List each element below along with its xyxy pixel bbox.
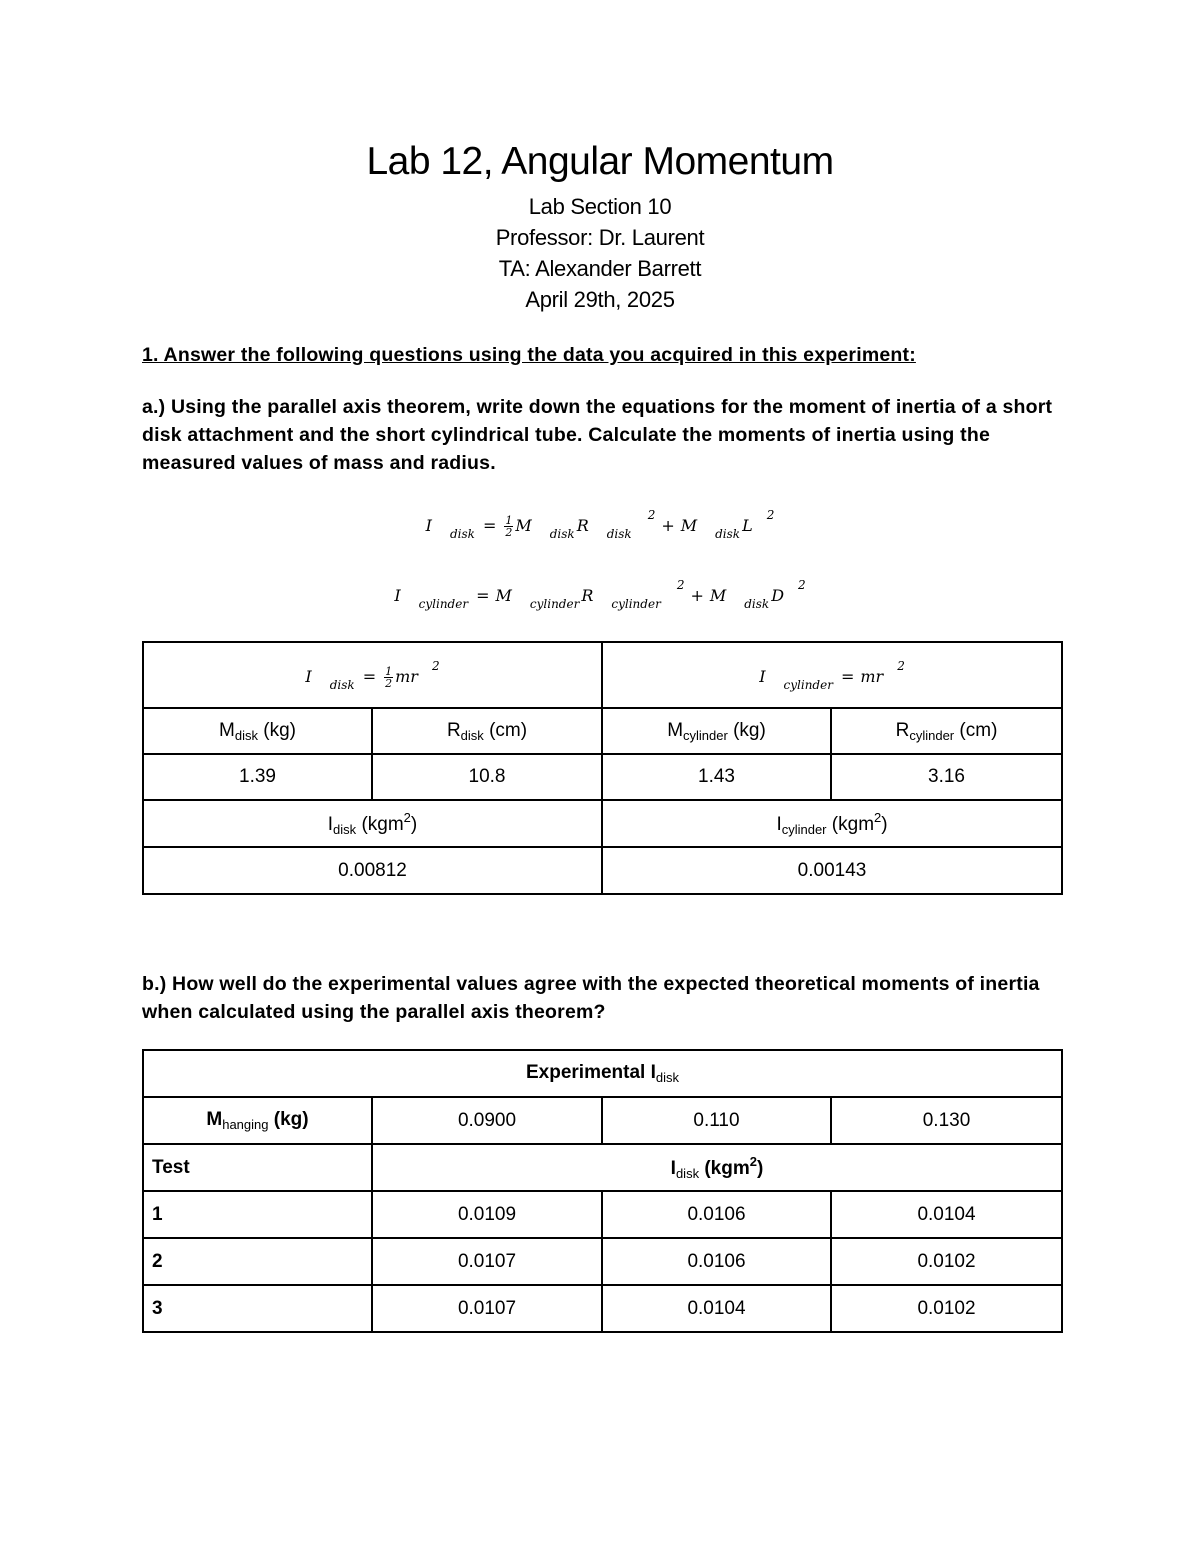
mass-value: 0.110 xyxy=(602,1097,831,1144)
m-cylinder-header: $M_{cylinder}$ (kg) xyxy=(602,708,831,754)
document-title: Lab 12, Angular Momentum xyxy=(366,140,834,183)
m-hanging-header: $M_{hanging}$ (kg) xyxy=(143,1097,372,1144)
m-disk-value: 1.39 xyxy=(143,754,372,800)
disk-formula-cell: I $_{disk}$ = $\frac{1}{2}$ $mr^2$ xyxy=(143,642,602,708)
table-row xyxy=(143,1285,1062,1332)
cylinder-formula-cell: I $_{cylinder} = mr^2$ xyxy=(602,642,1062,708)
inertia-value: 0.0104 xyxy=(831,1191,1062,1238)
m-cylinder-value: 1.43 xyxy=(602,754,831,800)
inertia-value: 0.0102 xyxy=(831,1238,1062,1285)
test-header: Test xyxy=(143,1144,372,1191)
i-cylinder-header: $I_{cylinder}$ (kgm$^2$) xyxy=(602,800,1062,847)
test-number: 1 xyxy=(143,1191,372,1238)
experimental-inertia-table xyxy=(142,1049,1063,1333)
m-disk-header: $M_{disk}$ (kg) xyxy=(143,708,372,754)
table-row xyxy=(143,1238,1062,1285)
inertia-calculation-table xyxy=(142,641,1063,895)
document-date: April 29th, 2025 xyxy=(525,287,675,312)
test-number: 3 xyxy=(143,1285,372,1332)
equation-cylinder: I $_{cylinder}$ = M $_{cylinder}$ R $_{cylinder}^2$+ M $_{disk}$ $D^2$ xyxy=(394,578,806,611)
inertia-value: 0.0107 xyxy=(372,1238,602,1285)
question-a-text: a.) Using the parallel axis theorem, write down the equations for the moment of inertia of a short disk attachment and the short cylindrical tube. Calculate the moments of inertia using the measured values of mass and radius. xyxy=(142,396,1053,474)
inertia-value: 0.0106 xyxy=(602,1191,831,1238)
inertia-value: 0.0107 xyxy=(372,1285,602,1332)
r-disk-value: 10.8 xyxy=(372,754,602,800)
mass-value: 0.0900 xyxy=(372,1097,602,1144)
lab-section: Lab Section 10 xyxy=(528,194,672,219)
test-number: 2 xyxy=(143,1238,372,1285)
ta-name: TA: Alexander Barrett xyxy=(498,256,702,281)
r-cylinder-header: $R_{cylinder}$ (cm) xyxy=(831,708,1062,754)
inertia-value: 0.0102 xyxy=(831,1285,1062,1332)
experimental-table-title: Experimental $I_{disk}$ xyxy=(143,1050,1062,1097)
inertia-value: 0.0104 xyxy=(602,1285,831,1332)
i-disk-column-header: $I_{disk}$ (kgm$^2$) xyxy=(372,1144,1062,1191)
i-disk-value: 0.00812 xyxy=(143,847,602,894)
mass-value: 0.130 xyxy=(831,1097,1062,1144)
inertia-value: 0.0109 xyxy=(372,1191,602,1238)
i-cylinder-value: 0.00143 xyxy=(602,847,1062,894)
r-disk-header: $R_{disk}$ (cm) xyxy=(372,708,602,754)
i-disk-header: $I_{disk}$ (kgm$^2$) xyxy=(143,800,602,847)
table-row xyxy=(143,1191,1062,1238)
professor-name: Professor: Dr. Laurent xyxy=(495,225,705,250)
equation-disk: I $_{disk}$ = $\frac{1}{2}$ M $_{disk}$ R $_{disk}^2$+ M $_{disk}$ $L^2$ xyxy=(425,508,775,541)
r-cylinder-value: 3.16 xyxy=(831,754,1062,800)
question-b-text: b.) How well do the experimental values agree with the expected theoretical moments of inertia when calculated using the parallel axis theorem? xyxy=(142,973,1040,1023)
inertia-value: 0.0106 xyxy=(602,1238,831,1285)
question-1-heading: 1. Answer the following questions using the data you acquired in this experiment: xyxy=(142,344,916,366)
